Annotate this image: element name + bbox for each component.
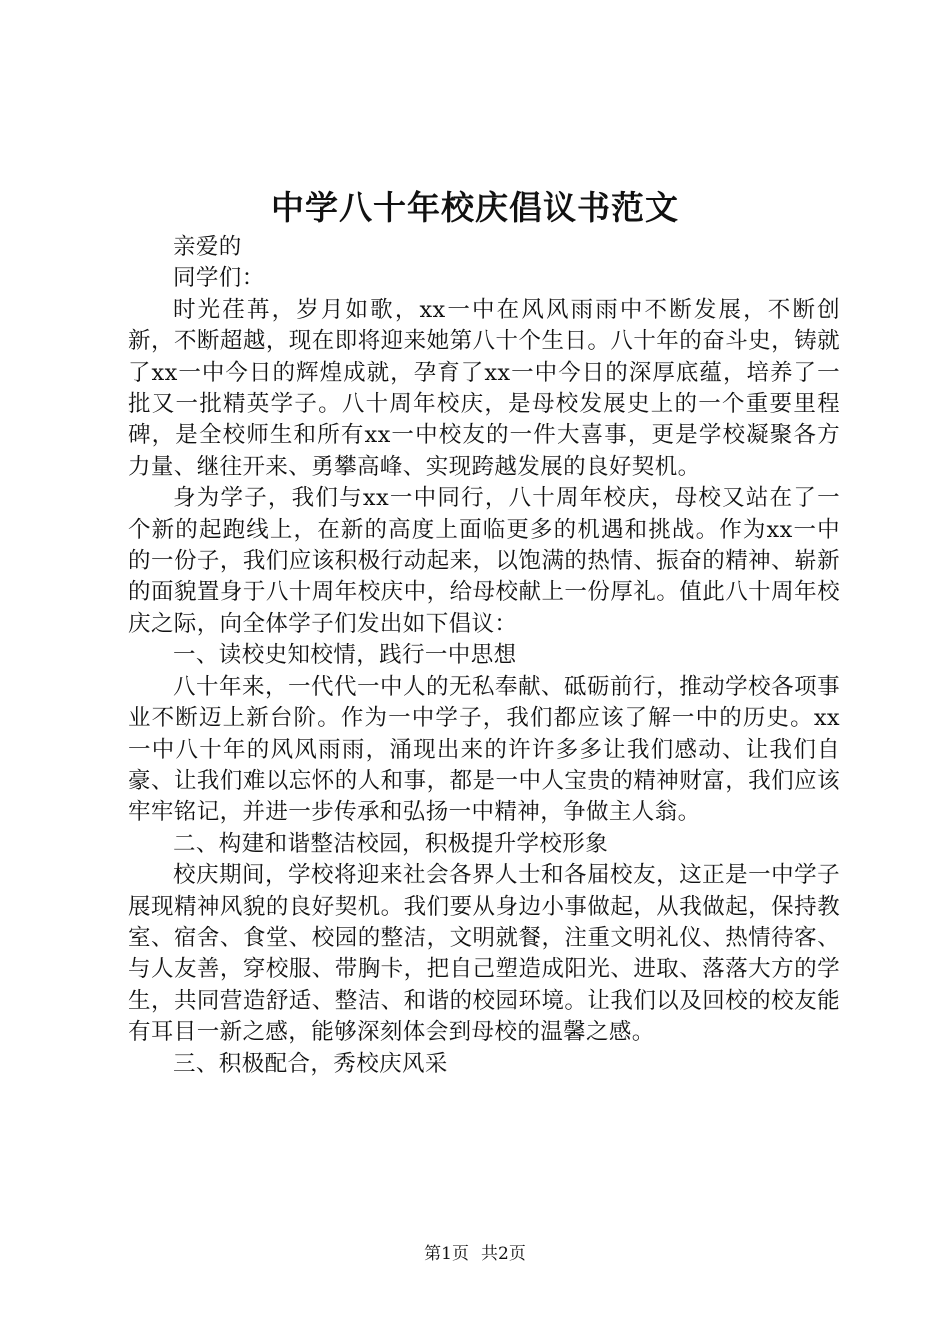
body-paragraph: 身为学子，我们与xx一中同行，八十周年校庆，母校又站在了一个新的起跑线上，在新的高度上面临更多的机遇和挑战。作为xx一中的一份子，我们应该积极行动起来，以饱满的热情、振奋的精神、崭新的面貌置身于八十周年校庆中，给母校献上一份厚礼。值此八十周年校庆之际，向全体学子们发出如下倡议： [128,485,840,637]
body-paragraph: 时光荏苒，岁月如歌，xx一中在风风雨雨中不断发展，不断创新，不断超越，现在即将迎来她第八十个生日。八十年的奋斗史，铸就了xx一中今日的辉煌成就，孕育了xx一中今日的深厚底蕴，培养了一批又一批精英学子。八十周年校庆，是母校发展史上的一个重要里程碑，是全校师生和所有xx一中校友的一件大喜事，更是学校凝聚各方力量、继往开来、勇攀高峰、实现跨越发展的良好契机。 [128,296,840,480]
page-footer [0,1243,950,1265]
section-heading: 二、构建和谐整洁校园，积极提升学校形象 [173,830,609,857]
section-heading: 三、积极配合，秀校庆风采 [173,1050,448,1077]
document-title: 中学八十年校庆倡议书范文 [271,188,679,227]
body-paragraph: 八十年来，一代代一中人的无私奉献、砥砺前行，推动学校各项事业不断迈上新台阶。作为一中学子，我们都应该了解一中的历史。xx一中八十年的风风雨雨，涌现出来的许许多多让我们感动、让我们自豪、让我们难以忘怀的人和事，都是一中人宝贵的精神财富，我们应该牢牢铭记，并进一步传承和弘扬一中精神，争做主人翁。 [128,673,840,826]
salutation-line-2: 同学们： [173,265,265,292]
body-paragraph: 校庆期间，学校将迎来社会各界人士和各届校友，这正是一中学子展现精神风貌的良好契机。我们要从身边小事做起，从我做起，保持教室、宿舍、食堂、校园的整洁，文明就餐，注重文明礼仪、热情待客、与人友善，穿校服、带胸卡，把自己塑造成阳光、进取、落落大方的学生，共同营造舒适、整洁、和谐的校园环境。让我们以及回校的校友能有耳目一新之感，能够深刻体会到母校的温馨之感。 [128,862,840,1046]
document-body [128,232,840,1080]
page-number-current: 第1页 [424,1244,469,1264]
salutation-line-1: 亲爱的 [173,234,242,260]
page-number-total: 共2页 [481,1244,526,1264]
section-heading: 一、读校史知校情，践行一中思想 [173,642,517,669]
